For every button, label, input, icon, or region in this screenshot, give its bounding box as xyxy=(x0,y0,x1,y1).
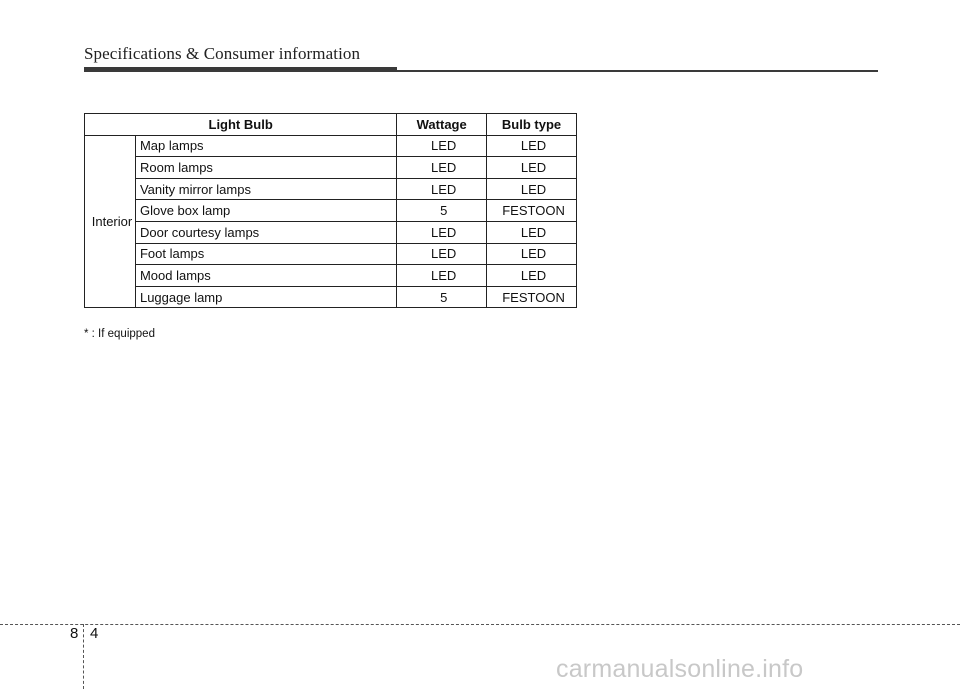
bulb-name: Vanity mirror lamps xyxy=(135,178,396,200)
bulb-name: Luggage lamp xyxy=(135,286,396,308)
header-rule-thin xyxy=(397,70,878,72)
bulb-name: Room lamps xyxy=(135,157,396,179)
table-row xyxy=(85,243,577,265)
footer-dashed-divider xyxy=(83,624,84,689)
bulb-type: FESTOON xyxy=(487,286,577,308)
header-bulb-type: Bulb type xyxy=(487,114,577,136)
bulb-wattage: LED xyxy=(397,157,487,179)
bulb-type: LED xyxy=(487,157,577,179)
table-row xyxy=(85,135,577,157)
header-light-bulb: Light Bulb xyxy=(85,114,397,136)
bulb-name: Mood lamps xyxy=(135,265,396,287)
bulb-type: LED xyxy=(487,265,577,287)
header-wattage: Wattage xyxy=(397,114,487,136)
bulb-name: Map lamps xyxy=(135,135,396,157)
bulb-type: FESTOON xyxy=(487,200,577,222)
bulb-type: LED xyxy=(487,221,577,243)
table-row xyxy=(85,178,577,200)
bulb-wattage: 5 xyxy=(397,286,487,308)
page-number: 4 xyxy=(90,625,99,642)
bulb-wattage: LED xyxy=(397,221,487,243)
bulb-type: LED xyxy=(487,135,577,157)
bulb-name: Door courtesy lamps xyxy=(135,221,396,243)
bulb-wattage: 5 xyxy=(397,200,487,222)
table-row xyxy=(85,265,577,287)
table-row xyxy=(85,286,577,308)
bulb-name: Foot lamps xyxy=(135,243,396,265)
table-row xyxy=(85,157,577,179)
bulb-wattage: LED xyxy=(397,135,487,157)
light-bulb-spec-table xyxy=(84,113,577,308)
bulb-type: LED xyxy=(487,178,577,200)
bulb-wattage: LED xyxy=(397,265,487,287)
bulb-type: LED xyxy=(487,243,577,265)
watermark: carmanualsonline.info xyxy=(556,655,804,683)
page-header-title: Specifications & Consumer information xyxy=(84,44,361,63)
header-rule-thick xyxy=(84,67,397,72)
footer-dashed-rule xyxy=(0,624,960,625)
group-label-interior: Interior xyxy=(85,135,136,308)
bulb-name: Glove box lamp xyxy=(135,200,396,222)
table-row xyxy=(85,221,577,243)
bulb-wattage: LED xyxy=(397,243,487,265)
footnote-if-equipped: * : If equipped xyxy=(84,328,155,340)
table-header-row xyxy=(85,114,577,136)
bulb-wattage: LED xyxy=(397,178,487,200)
page-section-number: 8 xyxy=(70,625,79,642)
table-row xyxy=(85,200,577,222)
